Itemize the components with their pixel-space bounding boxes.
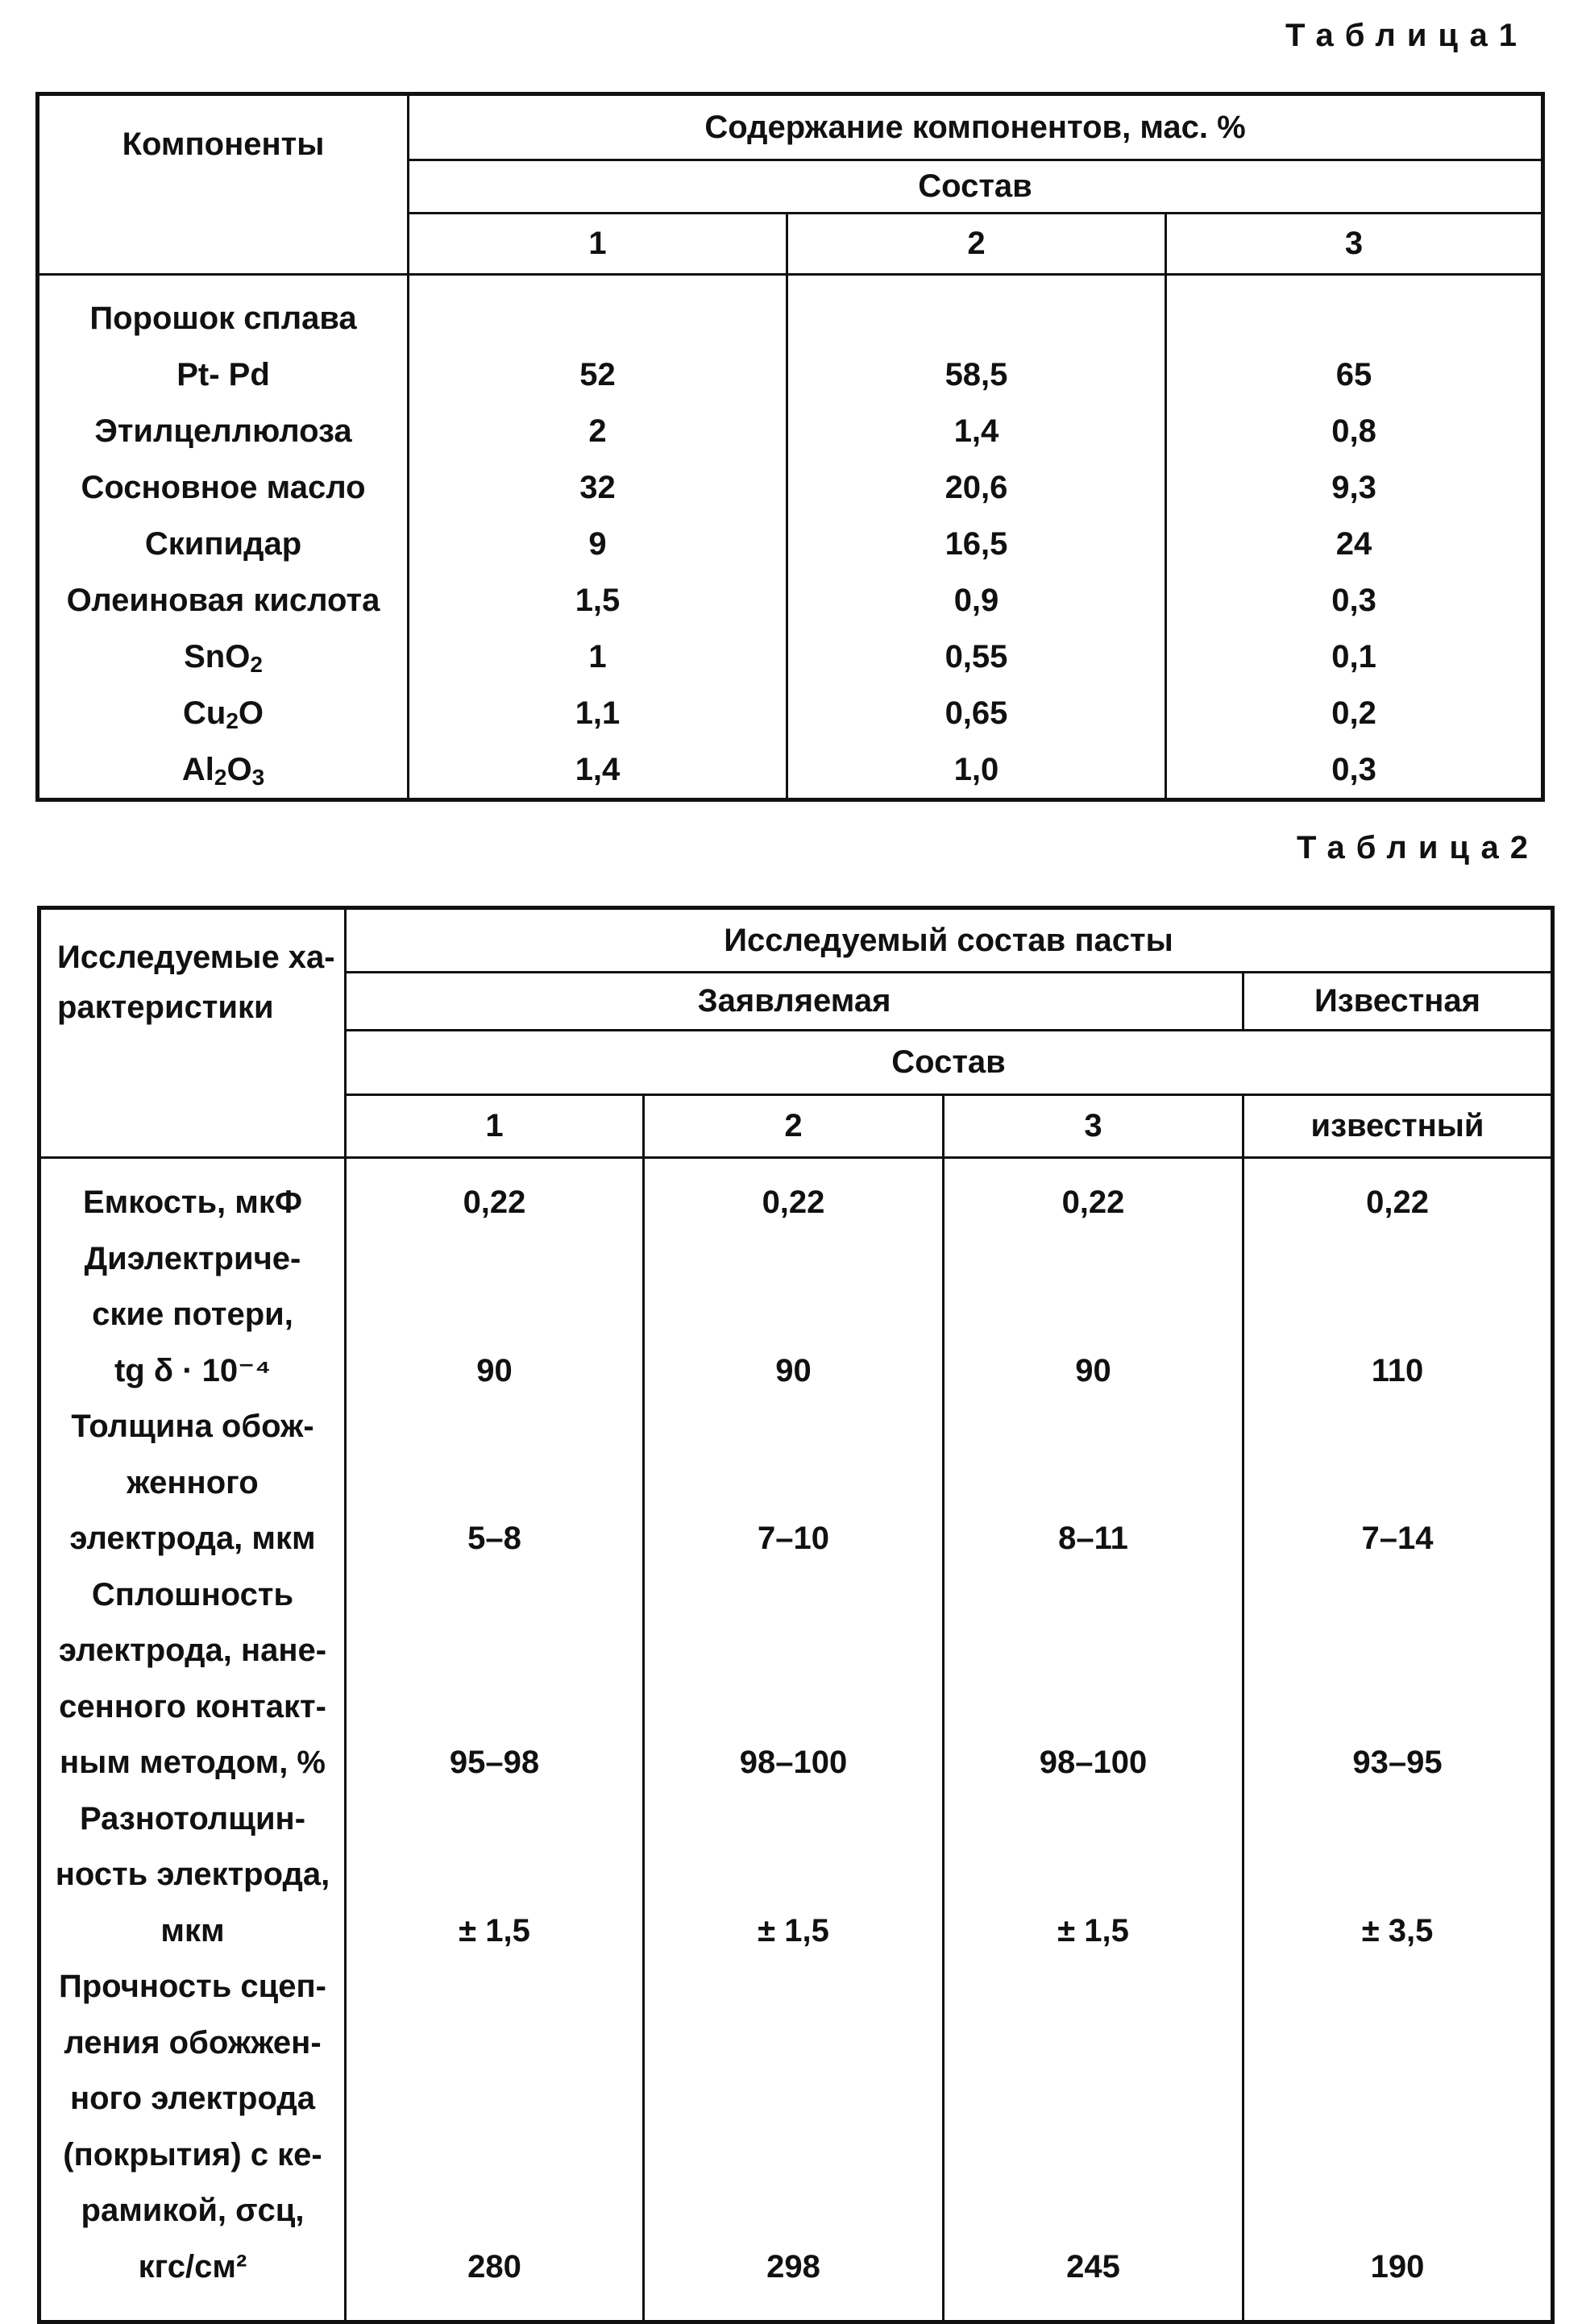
table1-cell: 9,3 [1167,459,1541,516]
table2-label-line: кгс/см² [41,2239,344,2296]
table2-cell: 90 [645,1343,942,1400]
table1-cell [788,290,1165,347]
formula-main: Al [182,752,214,787]
table2-header-paste: Исследуемый состав пасты [346,908,1553,973]
table2-cell: 98–100 [645,1735,942,1791]
table1-cell: 32 [409,459,786,516]
table2-label-line: ления обожжен- [41,2015,344,2072]
table1-cell: 0,9 [788,572,1165,629]
table1-values-col-2 [787,275,1166,800]
table2-cell: 7–14 [1244,1511,1551,1567]
table1-row-label: Pt- Pd [39,347,407,403]
table1-row-label [39,685,407,741]
table2-label-line: tg δ · 10⁻⁴ [41,1343,344,1400]
table2-label-line: ские потери, [41,1287,344,1343]
formula-sub: 2 [226,708,239,733]
table2-cell: 298 [645,2239,942,2296]
table2-cell: 0,22 [645,1175,942,1231]
table1-header-content: Содержание компонентов, мас. % [409,94,1543,160]
table1-cell: 0,55 [788,629,1165,685]
table2-col-known: известный [1243,1095,1553,1158]
table2-cell: 245 [945,2239,1242,2296]
table1-values-col-3 [1166,275,1543,800]
formula-main: SnO [184,639,250,674]
table2-values-col-known [1243,1158,1553,2322]
table1-col-3: 3 [1166,214,1543,275]
table2-cell: 0,22 [945,1175,1242,1231]
table2-label-line: Емкость, мкФ [41,1175,344,1231]
formula-sub: 3 [252,765,265,790]
table2-label-line: Разнотолщин- [41,1791,344,1848]
table2-label-line: ного электрода [41,2071,344,2127]
table1-cell: 16,5 [788,516,1165,572]
table1-header-composition: Состав [409,160,1543,214]
table1-cell: 0,65 [788,685,1165,741]
table2-header-claimed: Заявляемая [346,973,1243,1031]
table2-col-1: 1 [346,1095,644,1158]
table2-values-col-2 [644,1158,944,2322]
table2-label-line: электрода, мкм [41,1511,344,1567]
corner-line: Исследуемые ха- [57,932,344,982]
table2-cell: 190 [1244,2239,1551,2296]
table2-label-line: электрода, нане- [41,1623,344,1679]
table2-cell: ± 3,5 [1244,1903,1551,1960]
table2-label-line: (покрытия) с ке- [41,2127,344,2184]
table2-values-col-1 [346,1158,644,2322]
table2-label-line: мкм [41,1903,344,1960]
table1-cell: 1,4 [788,403,1165,459]
table1-cell [1167,290,1541,347]
table1-row-label: Этилцеллюлоза [39,403,407,459]
table2-cell: 90 [347,1343,642,1400]
formula-main: Cu [183,695,226,731]
table1-cell: 1 [409,629,786,685]
table2-cell: 98–100 [945,1735,1242,1791]
table2-label-line: Диэлектриче- [41,1231,344,1288]
table2-label-line: сенного контакт- [41,1679,344,1736]
table2-labels [39,1158,346,2322]
table1-values-col-1 [409,275,787,800]
table2-cell: 0,22 [347,1175,642,1231]
table1-row-label: Скипидар [39,516,407,572]
table1-cell: 0,3 [1167,572,1541,629]
formula-tail: O [239,695,264,731]
table1-cell: 20,6 [788,459,1165,516]
table1 [35,92,1545,802]
table1-cell: 65 [1167,347,1541,403]
formula-tail: O [226,752,251,787]
table2-label-line: рамикой, σсц, [41,2183,344,2239]
table2-cell: ± 1,5 [945,1903,1242,1960]
table1-caption: Таблица1 [1285,18,1528,54]
table2-cell: ± 1,5 [645,1903,942,1960]
table1-cell: 1,5 [409,572,786,629]
table1-row-label: Сосновное масло [39,459,407,516]
table1-cell [409,290,786,347]
table1-cell: 9 [409,516,786,572]
table2-label-line: ность электрода, [41,1847,344,1903]
table2-header-characteristics [39,908,346,1158]
table2-header-composition: Состав [346,1031,1553,1095]
table1-row-label [39,741,407,798]
table1-cell: 1,4 [409,741,786,798]
table1-labels [38,275,409,800]
table1-cell: 0,1 [1167,629,1541,685]
table1-row-label: Олеиновая кислота [39,572,407,629]
table1-cell: 1,1 [409,685,786,741]
table2-cell: 8–11 [945,1511,1242,1567]
table2-cell: 5–8 [347,1511,642,1567]
table2-cell: ± 1,5 [347,1903,642,1960]
table1-col-1: 1 [409,214,787,275]
table1-cell: 2 [409,403,786,459]
table1-cell: 1,0 [788,741,1165,798]
formula-sub: 2 [214,765,227,790]
table2-label-line: Сплошность [41,1567,344,1624]
table1-cell: 0,8 [1167,403,1541,459]
table1-cell: 58,5 [788,347,1165,403]
table2-caption: Таблица2 [1297,830,1539,866]
table2-label-line: Прочность сцеп- [41,1959,344,2015]
table2-col-2: 2 [644,1095,944,1158]
table2-label-line: женного [41,1455,344,1512]
table2-cell: 95–98 [347,1735,642,1791]
table2-cell: 280 [347,2239,642,2296]
table2 [37,906,1555,2324]
table2-cell: 0,22 [1244,1175,1551,1231]
table1-cell: 0,3 [1167,741,1541,798]
table1-cell: 24 [1167,516,1541,572]
table2-cell: 93–95 [1244,1735,1551,1791]
table2-values-col-3 [944,1158,1243,2322]
table2-label-line: Толщина обож- [41,1399,344,1455]
table1-cell: 0,2 [1167,685,1541,741]
table2-cell: 7–10 [645,1511,942,1567]
formula-sub: 2 [250,652,263,677]
table1-cell: 52 [409,347,786,403]
table2-cell: 110 [1244,1343,1551,1400]
table2-header-known: Известная [1243,973,1553,1031]
table1-row-label: Порошок сплава [39,290,407,347]
table2-label-line: ным методом, % [41,1735,344,1791]
table1-row-label [39,629,407,685]
table2-cell: 90 [945,1343,1242,1400]
table2-col-3: 3 [944,1095,1243,1158]
table1-header-components: Компоненты [38,94,409,275]
corner-line: рактеристики [57,982,344,1032]
table1-col-2: 2 [787,214,1166,275]
